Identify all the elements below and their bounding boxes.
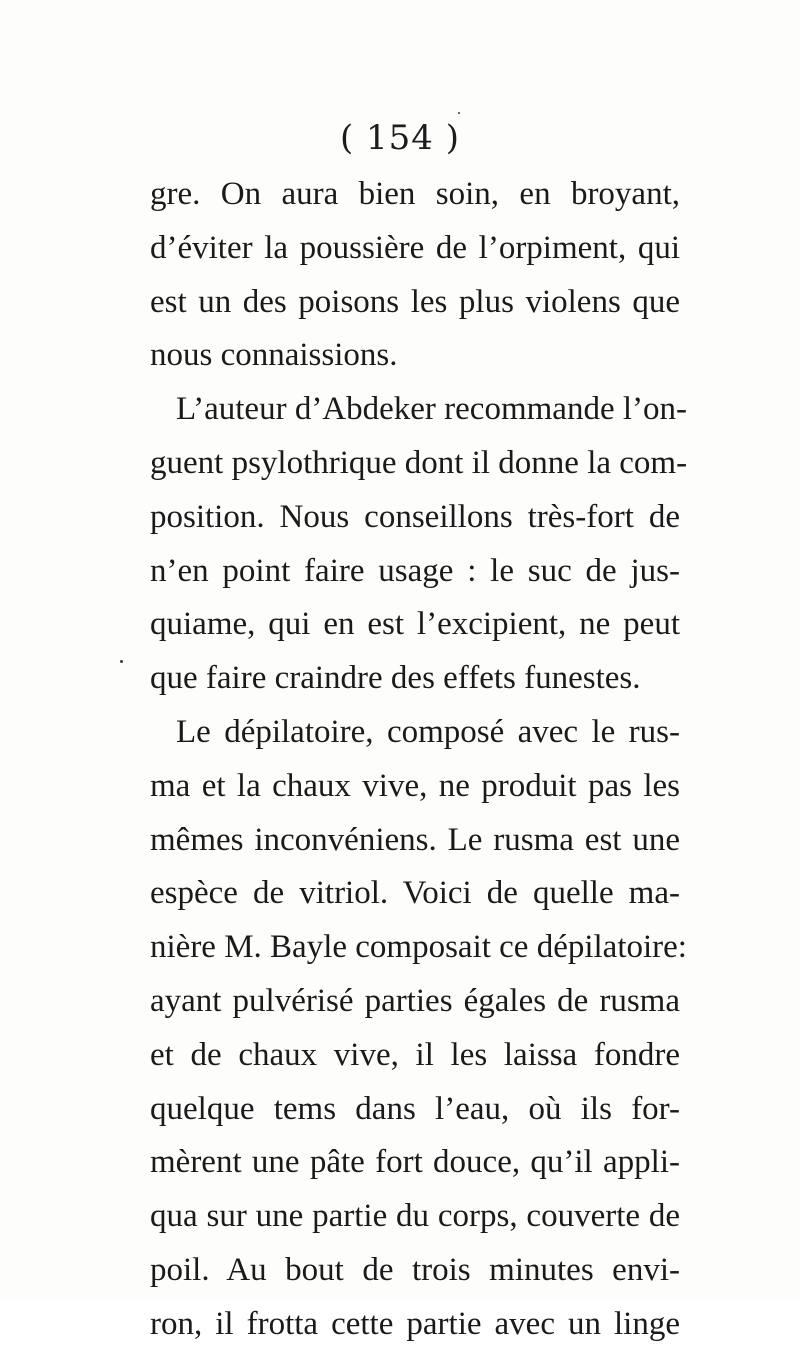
text-line: espèce de vitriol. Voici de quelle ma- (150, 875, 680, 912)
body-text (150, 168, 688, 1352)
text-line: gre. On aura bien soin, en broyant, (150, 176, 680, 212)
text-line: que faire craindre des effets funestes. (150, 660, 641, 697)
text-line: ayant pulvérisé parties égales de rusma (150, 982, 680, 1019)
text-line: ma et la chaux vive, ne produit pas les (150, 767, 680, 804)
paragraph-first-line: Le dépilatoire, composé avec le rus- (176, 713, 680, 750)
text-line: mèrent une pâte fort douce, qu’il appli- (150, 1144, 680, 1181)
text-line: d’éviter la poussière de l’orpiment, qui (150, 229, 680, 266)
text-line: mêmes inconvéniens. Le rusma est une (150, 821, 680, 858)
text-line: guent psylothrique dont il donne la com- (150, 444, 688, 481)
text-line: poil. Au bout de trois minutes envi- (150, 1251, 680, 1288)
print-speck (120, 660, 123, 663)
text-line: qua sur une partie du corps, couverte de (150, 1198, 680, 1235)
text-line: nière M. Bayle composait ce dépilatoire: (150, 929, 687, 966)
text-line: quiame, qui en est l’excipient, ne peut (150, 606, 680, 643)
page-number: ( 154 ) (339, 118, 461, 158)
print-speck (458, 112, 460, 114)
text-line: et de chaux vive, il les laissa fondre (150, 1036, 680, 1073)
text-line: position. Nous conseillons très-fort de (150, 498, 680, 535)
text-line: est un des poisons les plus violens que (150, 283, 680, 320)
text-line: ron, il frotta cette partie avec un linge (150, 1305, 680, 1342)
text-line: n’en point faire usage : le suc de jus- (150, 552, 680, 589)
text-line: nous connaissions. (150, 337, 398, 374)
paragraph-first-line: L’auteur d’Abdeker recommande l’on- (176, 391, 687, 428)
text-line: quelque tems dans l’eau, où ils for- (150, 1090, 680, 1127)
